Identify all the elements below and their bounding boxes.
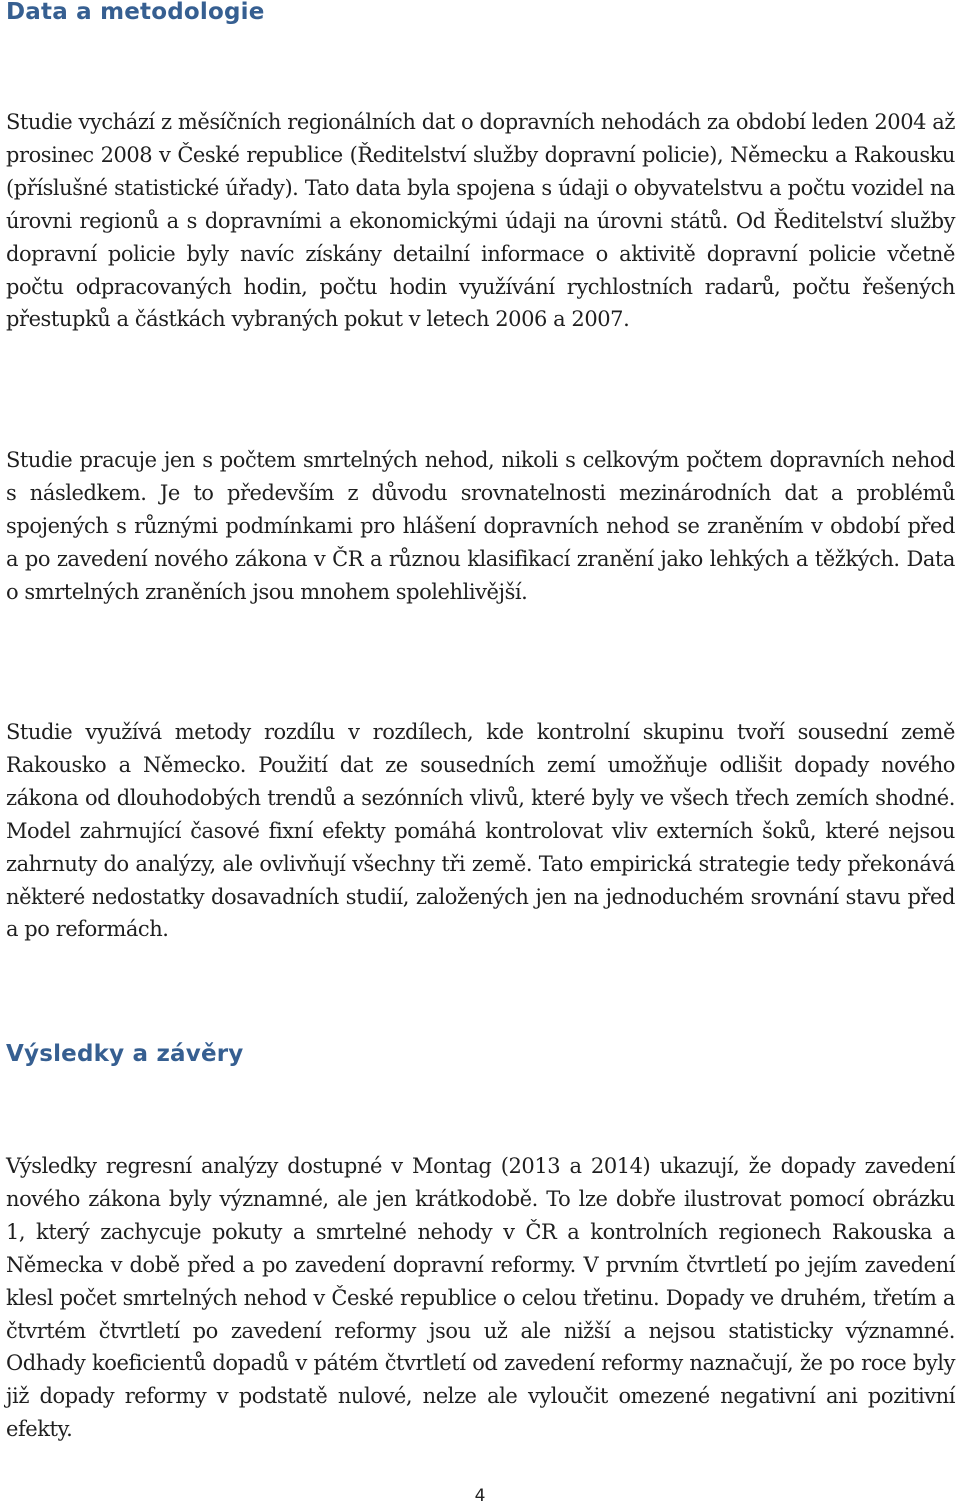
paragraph-difference-in-differences: Studie využívá metody rozdílu v rozdílech, kde kontrolní skupinu tvoří sousední země Rakousko a Německo. Použití dat ze sousedních zemí umožňuje odlišit dopady nového zákona od dlouhodobých trendů a sezónních vlivů, které byly ve všech třech zemích shodné. Model zahrnující časové fixní efekty pomáhá kontrolovat vliv externích šoků, které nejsou zahrnuty do analýzy, ale ovlivňují všechny tři země. Tato empirická strategie tedy překonává některé nedostatky dosavadních studií, založených jen na jednoduchém srovnání stavu před a po reformách. [6,720,955,942]
paragraph-data-sources: Studie vychází z měsíčních regionálních dat o dopravních nehodách za období leden 2004 až prosinec 2008 v České republice (Ředitelství služby dopravní policie), Německu a Rakousku (příslušné statistické úřady). Tato data byla spojena s údaji o obyvatelstvu a počtu vozidel na úrovni regionů a s dopravními a ekonomickými údaji na úrovni států. Od Ředitelství služby dopravní policie byly navíc získány detailní informace o aktivitě dopravní policie včetně počtu odpracovaných hodin, počtu hodin využívání rychlostních radarů, počtu řešených přestupků a částkách vybraných pokut v letech 2006 a 2007. [6,110,955,332]
section-heading-data-methodology: Data a metodologie [6,0,265,25]
paragraph-regression-results: Výsledky regresní analýzy dostupné v Montag (2013 a 2014) ukazují, že dopady zavedení nového zákona byly významné, ale jen krátkodobě. To lze dobře ilustrovat pomocí obrázku 1, který zachycuje pokuty a smrtelné nehody v ČR a kontrolních regionech Rakouska a Německa v době před a po zavedení dopravní reformy. V prvním čtvrtletí po jejím zavedení klesl počet smrtelných nehod v České republice o celou třetinu. Dopady ve druhém, třetím a čtvrtém čtvrtletí po zavedení reformy jsou už ale nižší a nejsou statisticky významné. Odhady koeficientů dopadů v pátém čtvrtletí od zavedení reformy naznačují, že po roce byly již dopady reformy v podstatě nulové, nelze ale vyloučit omezené negativní ani pozitivní efekty. [6,1154,955,1442]
section-heading-results-conclusions: Výsledky a závěry [6,1041,244,1067]
paragraph-fatal-accidents: Studie pracuje jen s počtem smrtelných nehod, nikoli s celkovým počtem dopravních nehod s následkem. Je to především z důvodu srovnatelnosti mezinárodních dat a problémů spojených s různými podmínkami pro hlášení dopravních nehod se zraněním v období před a po zavedení nového zákona v ČR a různou klasifikací zranění jako lehkých a těžkých. Data o smrtelných zraněních jsou mnohem spolehlivější. [6,448,955,604]
page-number: 4 [474,1486,486,1506]
